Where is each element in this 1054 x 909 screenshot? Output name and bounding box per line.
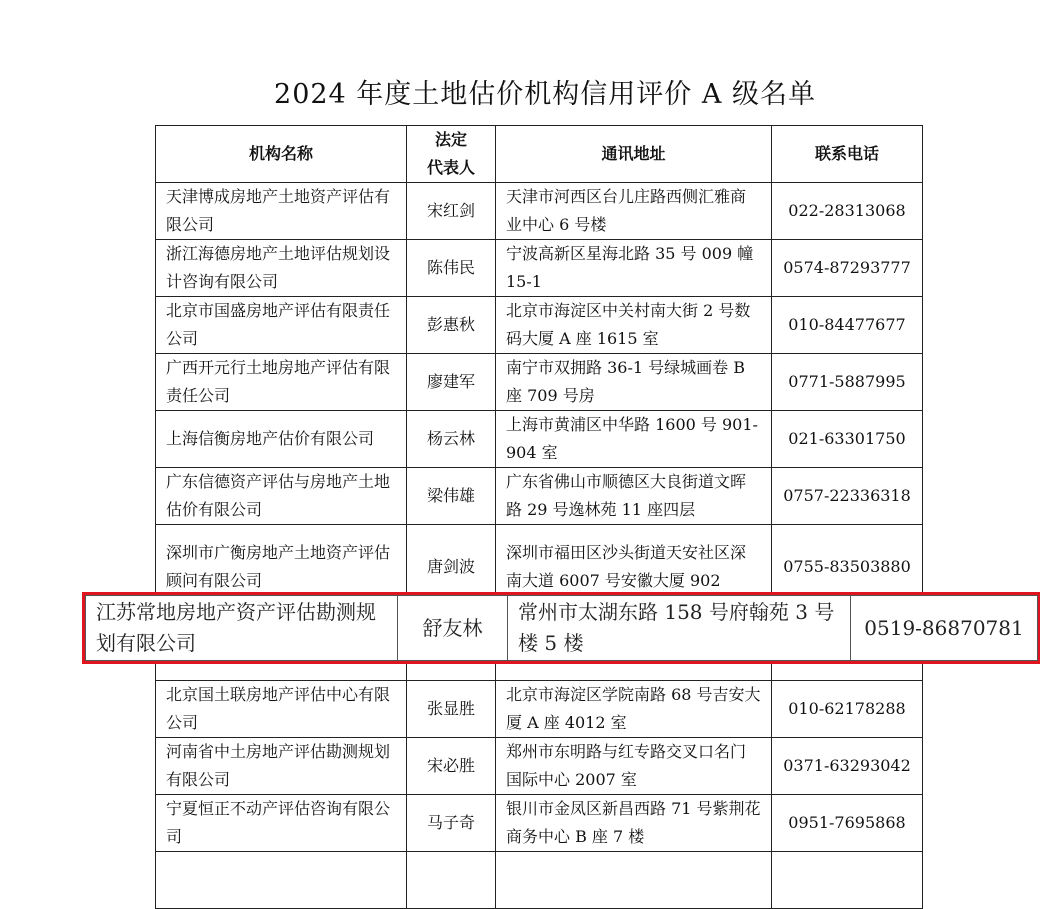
legal-rep: 廖建军 bbox=[407, 354, 496, 411]
org-name: 深圳市广衡房地产土地资产评估顾问有限公司 bbox=[156, 525, 407, 609]
header-name: 机构名称 bbox=[156, 126, 407, 183]
phone: 022-28313068 bbox=[772, 183, 923, 240]
phone bbox=[772, 852, 923, 909]
table-row bbox=[156, 411, 923, 468]
org-name bbox=[156, 852, 407, 909]
highlighted-row bbox=[85, 595, 1038, 661]
highlight-address: 常州市太湖东路 158 号府翰苑 3 号楼 5 楼 bbox=[508, 596, 851, 661]
legal-rep: 梁伟雄 bbox=[407, 468, 496, 525]
org-name: 浙江海德房地产土地评估规划设计咨询有限公司 bbox=[156, 240, 407, 297]
address: 银川市金凤区新昌西路 71 号紫荆花商务中心 B 座 7 楼 bbox=[496, 795, 772, 852]
phone: 0574-87293777 bbox=[772, 240, 923, 297]
phone: 0951-7695868 bbox=[772, 795, 923, 852]
table-row bbox=[156, 297, 923, 354]
legal-rep: 陈伟民 bbox=[407, 240, 496, 297]
org-name: 广西开元行土地房地产评估有限责任公司 bbox=[156, 354, 407, 411]
header-address: 通讯地址 bbox=[496, 126, 772, 183]
highlight-org-name: 江苏常地房地产资产评估勘测规划有限公司 bbox=[86, 596, 398, 661]
phone: 010-84477677 bbox=[772, 297, 923, 354]
highlight-legal-rep: 舒友林 bbox=[398, 596, 508, 661]
legal-rep: 宋红剑 bbox=[407, 183, 496, 240]
address bbox=[496, 852, 772, 909]
address: 广东省佛山市顺德区大良街道文晖路 29 号逸林苑 11 座四层 bbox=[496, 468, 772, 525]
address: 北京市海淀区中关村南大街 2 号数码大厦 A 座 1615 室 bbox=[496, 297, 772, 354]
legal-rep bbox=[407, 852, 496, 909]
phone: 0771-5887995 bbox=[772, 354, 923, 411]
address: 深圳市福田区沙头街道天安社区深南大道 6007 号安徽大厦 902 bbox=[496, 525, 772, 609]
legal-rep: 杨云林 bbox=[407, 411, 496, 468]
org-name: 北京市国盛房地产评估有限责任公司 bbox=[156, 297, 407, 354]
org-name: 广东信德资产评估与房地产土地估价有限公司 bbox=[156, 468, 407, 525]
address: 北京市海淀区学院南路 68 号吉安大厦 A 座 4012 室 bbox=[496, 681, 772, 738]
phone: 021-63301750 bbox=[772, 411, 923, 468]
phone: 0755-83503880 bbox=[772, 525, 923, 609]
highlight-phone: 0519-86870781 bbox=[851, 596, 1038, 661]
legal-rep: 马子奇 bbox=[407, 795, 496, 852]
header-representative: 法定 代表人 bbox=[407, 126, 496, 183]
table-row bbox=[156, 183, 923, 240]
highlighted-row-callout bbox=[82, 592, 1040, 664]
legal-rep: 彭惠秋 bbox=[407, 297, 496, 354]
address: 郑州市东明路与红专路交叉口名门国际中心 2007 室 bbox=[496, 738, 772, 795]
phone: 010-62178288 bbox=[772, 681, 923, 738]
legal-rep: 唐剑波 bbox=[407, 525, 496, 609]
phone: 0371-63293042 bbox=[772, 738, 923, 795]
table-row bbox=[156, 240, 923, 297]
header-row bbox=[156, 126, 923, 183]
table-row-partial bbox=[156, 852, 923, 909]
address: 宁波高新区星海北路 35 号 009 幢 15-1 bbox=[496, 240, 772, 297]
table-row bbox=[156, 738, 923, 795]
address: 南宁市双拥路 36-1 号绿城画卷 B 座 709 号房 bbox=[496, 354, 772, 411]
org-name: 北京国土联房地产评估中心有限公司 bbox=[156, 681, 407, 738]
org-name: 上海信衡房地产估价有限公司 bbox=[156, 411, 407, 468]
table-row bbox=[156, 468, 923, 525]
legal-rep: 张显胜 bbox=[407, 681, 496, 738]
table-row bbox=[156, 681, 923, 738]
document-title: 2024 年度土地估价机构信用评价 A 级名单 bbox=[274, 79, 816, 110]
address: 天津市河西区台儿庄路西侧汇雅商业中心 6 号楼 bbox=[496, 183, 772, 240]
table-row bbox=[156, 354, 923, 411]
org-name: 宁夏恒正不动产评估咨询有限公司 bbox=[156, 795, 407, 852]
header-phone: 联系电话 bbox=[772, 126, 923, 183]
legal-rep: 宋必胜 bbox=[407, 738, 496, 795]
phone: 0757-22336318 bbox=[772, 468, 923, 525]
org-name: 天津博成房地产土地资产评估有限公司 bbox=[156, 183, 407, 240]
address: 上海市黄浦区中华路 1600 号 901-904 室 bbox=[496, 411, 772, 468]
org-name: 河南省中土房地产评估勘测规划有限公司 bbox=[156, 738, 407, 795]
agency-table bbox=[155, 125, 923, 909]
table-row bbox=[156, 795, 923, 852]
